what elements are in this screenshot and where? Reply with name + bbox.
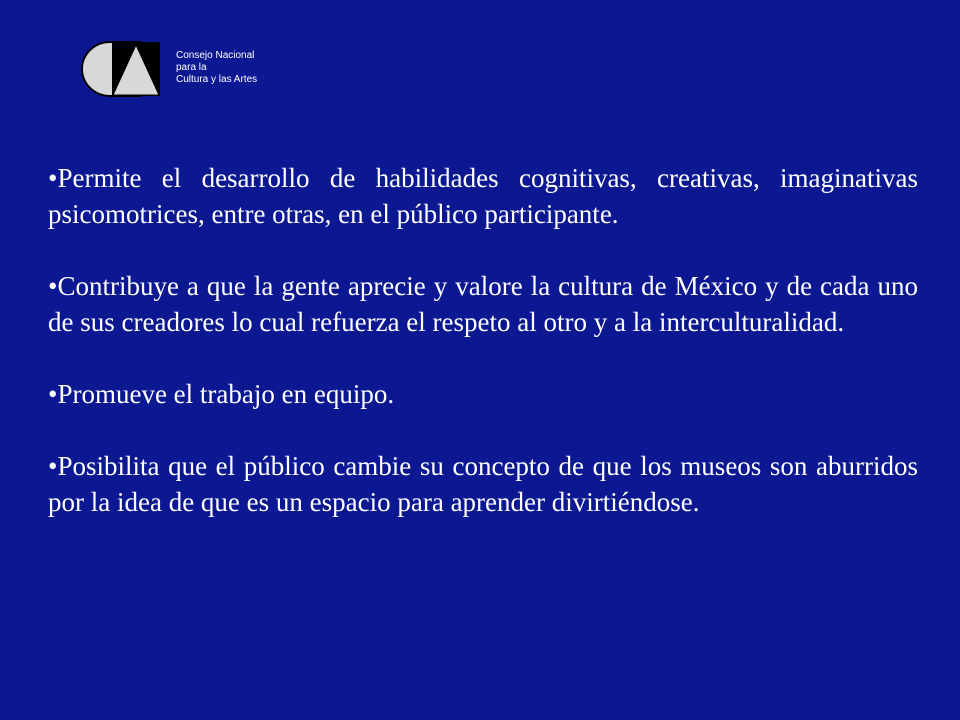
bullet-item-4: •Posibilita que el público cambie su concepto de que los museos son aburridos por la idea de que es un espacio para aprender divirtiéndose. xyxy=(48,451,918,517)
conaculta-logo xyxy=(80,40,162,98)
org-name-line-2: para la xyxy=(176,62,207,73)
org-name-line-1: Consejo Nacional xyxy=(176,50,255,61)
org-name xyxy=(176,50,257,86)
bullet-item-2: •Contribuye a que la gente aprecie y valore la cultura de México y de cada uno de sus creadores lo cual refuerza el respeto al otro y a la interculturalidad. xyxy=(48,271,918,337)
org-name-line-3: Cultura y las Artes xyxy=(176,74,258,85)
bullet-item-1: •Permite el desarrollo de habilidades cognitivas, creativas, imaginativas psicomotrices, entre otras, en el público participante. xyxy=(48,163,918,229)
bullet-list xyxy=(48,160,918,520)
bullet-item-3: •Promueve el trabajo en equipo. xyxy=(48,379,395,409)
